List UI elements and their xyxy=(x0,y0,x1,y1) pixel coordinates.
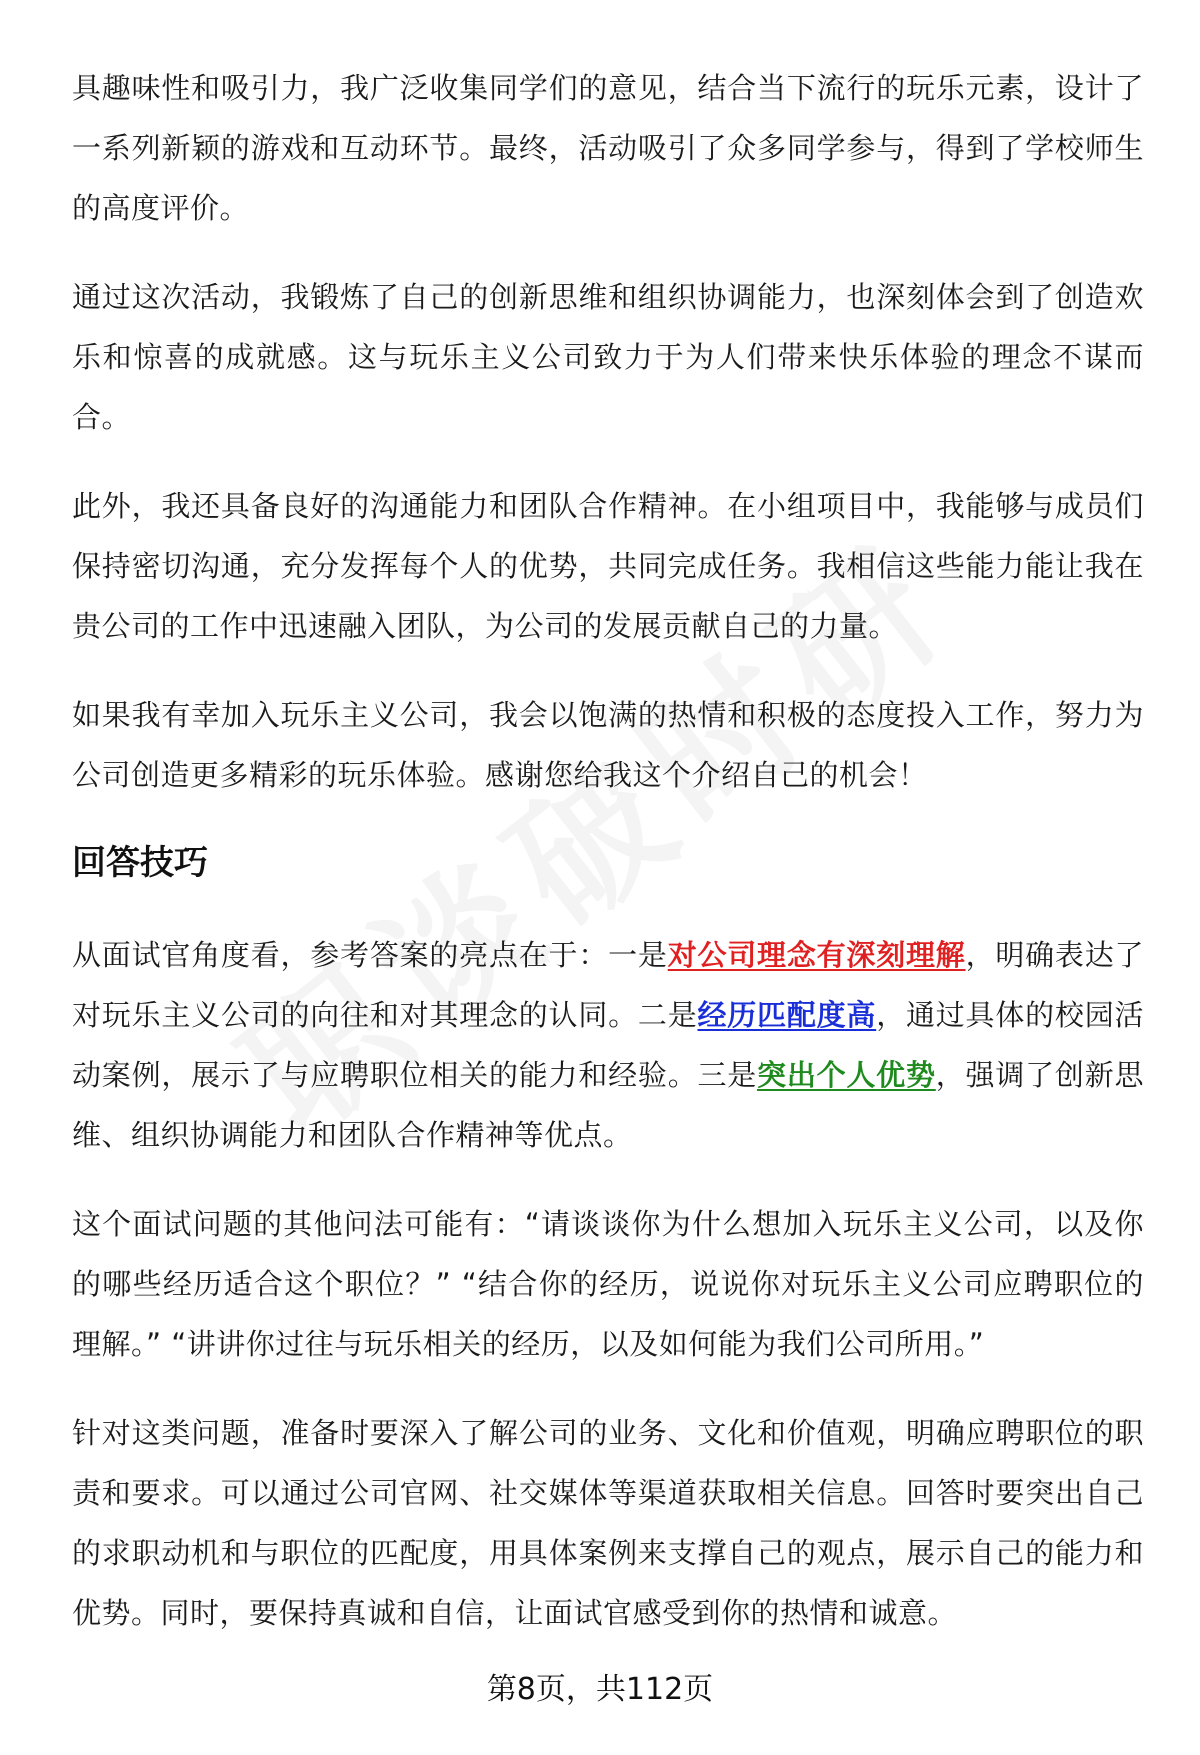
tips-paragraph-preparation: 针对这类问题，准备时要深入了解公司的业务、文化和价值观，明确应聘职位的职责和要求。可以通过公司官网、社交媒体等渠道获取相关信息。回答时要突出自己的求职动机和与职位的匹配度，用具体案例来支撑自己的观点，展示自己的能力和优势。同时，要保持真诚和自信，让面试官感受到你的热情和诚意。 xyxy=(72,1416,1144,1630)
text-segment: ，明确表达了对玩乐主义公司的向往和对其理念的认同。二是 xyxy=(72,938,1144,1032)
tips-paragraph-alternatives: 这个面试问题的其他问法可能有：“请谈谈你为什么想加入玩乐主义公司，以及你的哪些经历适合这个职位？” “结合你的经历，说说你对玩乐主义公司应聘职位的理解。” “讲讲你过往与玩乐相关的经历，以及如何能为我们公司所用。” xyxy=(72,1207,1144,1361)
paragraph: 通过这次活动，我锻炼了自己的创新思维和组织协调能力，也深刻体会到了创造欢乐和惊喜的成就感。这与玩乐主义公司致力于为人们带来快乐体验的理念不谋而合。 xyxy=(72,280,1144,434)
highlight-company-philosophy: 对公司理念有深刻理解 xyxy=(667,938,966,972)
page-number: 第8页，共112页 xyxy=(486,1672,714,1707)
text-segment: 从面试官角度看，参考答案的亮点在于：一是 xyxy=(72,938,668,972)
paragraph: 具趣味性和吸引力，我广泛收集同学们的意见，结合当下流行的玩乐元素，设计了一系列新颖的游戏和互动环节。最终，活动吸引了众多同学参与，得到了学校师生的高度评价。 xyxy=(72,71,1144,225)
text-segment: ，通过具体的校园活动案例，展示了与应聘职位相关的能力和经验。三是 xyxy=(72,998,1144,1092)
section-heading: 回答技巧 xyxy=(72,843,208,883)
highlight-experience-match: 经历匹配度高 xyxy=(697,998,877,1032)
tips-paragraph-highlights xyxy=(72,925,1144,1165)
document-body xyxy=(72,58,1144,1672)
paragraph: 如果我有幸加入玩乐主义公司，我会以饱满的热情和积极的态度投入工作，努力为公司创造更多精彩的玩乐体验。感谢您给我这个介绍自己的机会！ xyxy=(72,698,1144,792)
highlight-personal-strengths: 突出个人优势 xyxy=(757,1058,936,1092)
paragraph: 此外，我还具备良好的沟通能力和团队合作精神。在小组项目中，我能够与成员们保持密切沟通，充分发挥每个人的优势，共同完成任务。我相信这些能力能让我在贵公司的工作中迅速融入团队，为公司的发展贡献自己的力量。 xyxy=(72,489,1144,643)
text-segment: ，强调了创新思维、组织协调能力和团队合作精神等优点。 xyxy=(72,1058,1144,1152)
